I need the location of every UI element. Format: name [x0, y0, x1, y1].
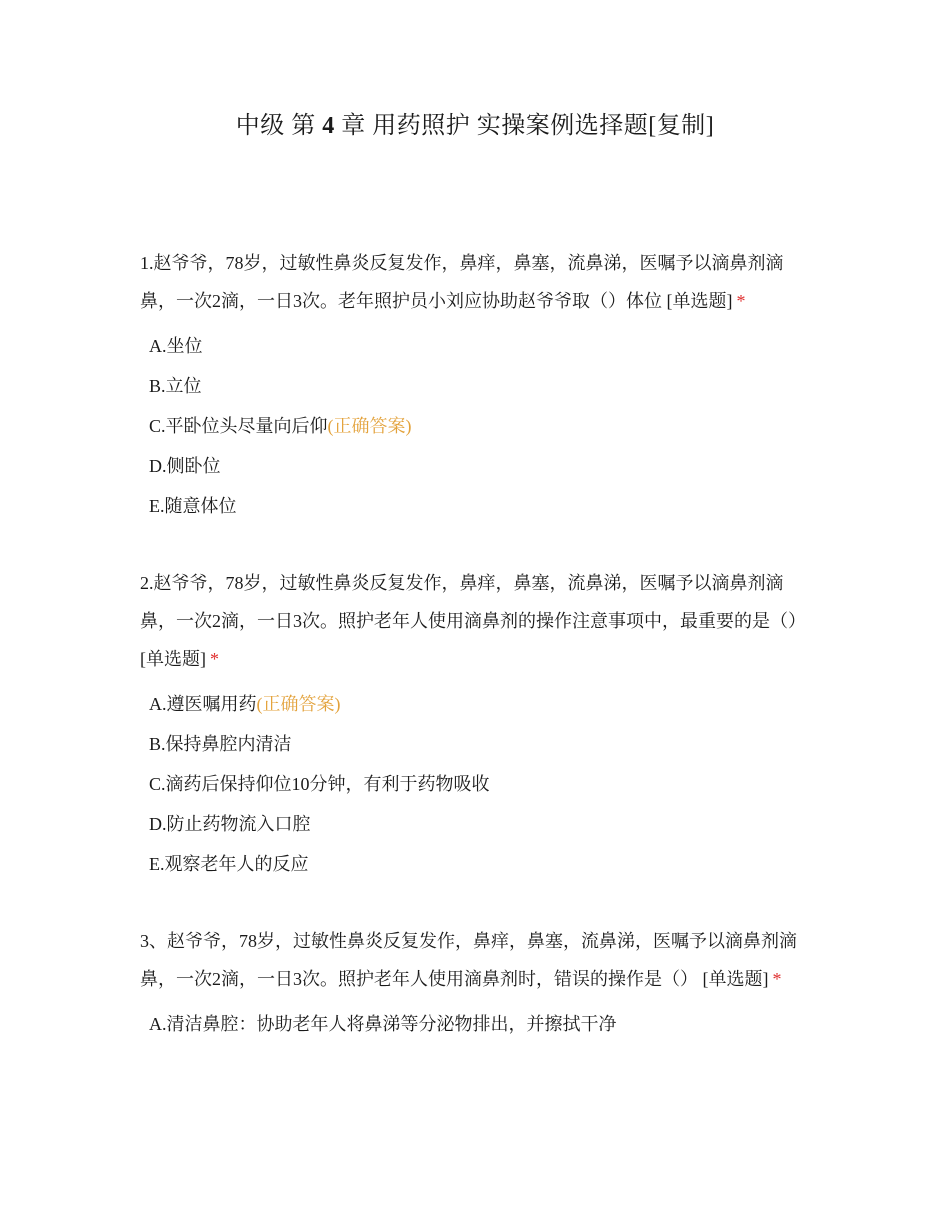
title-part1: 中级 第	[235, 113, 316, 139]
option-e[interactable]	[149, 486, 812, 526]
option-d[interactable]	[149, 804, 812, 844]
option-label: D.防止药物流入口腔	[149, 814, 311, 834]
option-label: B.立位	[149, 376, 202, 396]
correct-answer-tag: (正确答案)	[256, 694, 341, 714]
option-b[interactable]	[149, 724, 812, 764]
option-c[interactable]	[149, 406, 812, 446]
title-part2: 章 用药照护 实操案例选择题[复制]	[341, 113, 715, 139]
title-chapter-number: 4	[322, 113, 335, 139]
required-mark: *	[736, 291, 746, 311]
correct-answer-tag: (正确答案)	[327, 416, 412, 436]
question-3	[140, 922, 812, 1044]
question-2	[140, 564, 812, 884]
option-label: E.随意体位	[149, 496, 237, 516]
option-c[interactable]	[149, 764, 812, 804]
option-label: A.遵医嘱用药	[149, 694, 257, 714]
option-e[interactable]	[149, 844, 812, 884]
option-label: A.清洁鼻腔：协助老年人将鼻涕等分泌物排出，并擦拭干净	[149, 1014, 617, 1034]
option-a[interactable]	[149, 684, 812, 724]
option-list	[140, 684, 812, 884]
required-mark: *	[772, 969, 782, 989]
page-title	[0, 108, 950, 144]
option-a[interactable]	[149, 326, 812, 366]
option-b[interactable]	[149, 366, 812, 406]
option-label: C.平卧位头尽量向后仰	[149, 416, 328, 436]
question-text	[140, 244, 812, 320]
option-d[interactable]	[149, 446, 812, 486]
option-label: B.保持鼻腔内清洁	[149, 734, 292, 754]
option-list	[140, 1004, 812, 1044]
option-a[interactable]	[149, 1004, 812, 1044]
option-label: C.滴药后保持仰位10分钟，有利于药物吸收	[149, 774, 490, 794]
question-text	[140, 564, 812, 678]
question-text	[140, 922, 812, 998]
question-3-text: 3、赵爷爷，78岁，过敏性鼻炎反复发作，鼻痒，鼻塞，流鼻涕，医嘱予以滴鼻剂滴鼻，一次2滴，一日3次。照护老年人使用滴鼻剂时，错误的操作是（） [单选题]	[140, 931, 797, 989]
option-list	[140, 326, 812, 526]
question-1-text: 1.赵爷爷，78岁，过敏性鼻炎反复发作，鼻痒，鼻塞，流鼻涕，医嘱予以滴鼻剂滴鼻，一次2滴，一日3次。老年照护员小刘应协助赵爷爷取（）体位 [单选题]	[140, 253, 784, 311]
required-mark: *	[210, 649, 219, 669]
option-label: A.坐位	[149, 336, 203, 356]
question-2-text: 2.赵爷爷，78岁，过敏性鼻炎反复发作，鼻痒，鼻塞，流鼻涕，医嘱予以滴鼻剂滴鼻，一次2滴，一日3次。照护老年人使用滴鼻剂的操作注意事项中，最重要的是（） [单选题]	[140, 573, 806, 669]
question-1	[140, 244, 812, 526]
option-label: D.侧卧位	[149, 456, 221, 476]
option-label: E.观察老年人的反应	[149, 854, 309, 874]
